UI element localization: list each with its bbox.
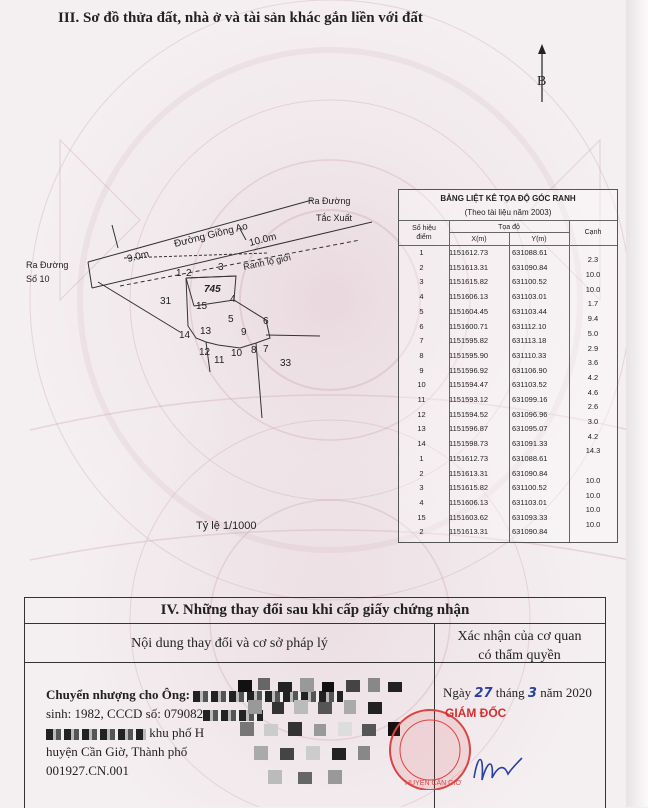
vertex-12: 12: [199, 347, 211, 358]
coord-cell-pt: 13: [417, 424, 426, 434]
coord-cell-pt: 11: [417, 395, 426, 404]
coord-cell-x: 1151600.71: [449, 321, 489, 331]
coord-cell-x: 1151603.62: [449, 512, 489, 522]
coord-cell-y: 631099.16: [512, 395, 548, 404]
coord-cell-y: 631096.96: [512, 409, 548, 419]
edge-length: 5.0: [587, 328, 599, 338]
edge-length: 9.4: [587, 314, 599, 324]
coord-cell-x: 1151613.31: [449, 468, 489, 478]
edge-length: 1.7: [587, 299, 599, 309]
coord-cell-pt: 4: [419, 497, 424, 507]
page-edge: [626, 0, 648, 807]
coord-cell-pt: 10: [417, 380, 426, 390]
vertex-13: 13: [200, 326, 212, 337]
header-edge: Cạnh: [584, 229, 602, 236]
coord-cell-y: 631088.61: [512, 248, 548, 257]
svg-text:HUYỆN CẦN GIỜ: HUYỆN CẦN GIỜ: [405, 780, 462, 787]
coord-cell-pt: 1: [419, 453, 424, 463]
coord-cell-y: 631100.52: [512, 483, 547, 493]
vertex-10: 10: [231, 348, 243, 359]
coord-cell-pt: 5: [419, 306, 424, 316]
coord-cell-x: 1151612.73: [449, 453, 489, 463]
edge-length: 4.6: [587, 387, 599, 397]
coord-cell-y: 631093.33: [512, 512, 548, 522]
authority-header-line-2: có thẩm quyền: [478, 648, 561, 663]
vertex-2: 2: [186, 268, 192, 279]
redacted-address: [46, 729, 146, 740]
coord-cell-x: 1151594.47: [449, 380, 489, 390]
boundary-label: Ranh lộ giới: [242, 252, 292, 272]
coord-cell-y: 631103.52: [512, 380, 547, 390]
header-point-2: điểm: [416, 234, 432, 241]
signature: [468, 748, 528, 788]
edge-length: 10.0: [585, 270, 601, 280]
coord-cell-pt: 4: [419, 292, 424, 302]
coord-cell-x: 1151595.82: [449, 336, 489, 346]
approval-day: 27: [474, 686, 493, 701]
coord-cell-x: 1151612.73: [449, 248, 489, 257]
edge-length: 3.6: [587, 358, 599, 368]
coord-cell-y: 631090.84: [512, 262, 548, 272]
coord-cell-y: 631090.84: [512, 527, 548, 537]
coord-cell-x: 1151596.87: [449, 424, 489, 434]
coordinate-table-title: BẢNG LIỆT KÊ TỌA ĐỘ GÓC RANH: [440, 194, 576, 203]
coord-cell-x: 1151596.92: [449, 365, 489, 375]
vertex-6: 6: [263, 316, 269, 327]
approval-date: Ngày 27 tháng 3 năm 2020: [443, 685, 592, 701]
coord-cell-x: 1151615.82: [449, 277, 489, 287]
vertex-3: 3: [218, 262, 224, 273]
coord-cell-x: 1151606.13: [449, 292, 489, 302]
header-point-1: Số hiệu: [412, 225, 436, 232]
coord-cell-pt: 7: [419, 336, 424, 346]
vertex-9: 9: [241, 327, 247, 338]
edge-length: 2.3: [587, 255, 599, 265]
parcel-number: 745: [204, 284, 221, 295]
header-y: Y(m): [531, 236, 547, 243]
edge-length: 10.0: [585, 490, 601, 500]
coord-cell-pt: 8: [419, 350, 424, 360]
coord-cell-x: 1151593.12: [449, 395, 489, 404]
coord-cell-x: 1151604.45: [449, 306, 489, 316]
header-coordinates: Tọa độ: [498, 224, 520, 231]
change-content-header: Nội dung thay đổi và cơ sở pháp lý: [131, 636, 328, 651]
coord-cell-x: 1151613.31: [449, 262, 489, 272]
vertex-15: 15: [196, 301, 208, 312]
parcel-diagram: [0, 180, 400, 440]
neighbor-parcel-33: 33: [280, 358, 292, 369]
coord-cell-x: 1151595.90: [449, 350, 489, 360]
edge-length: 10.0: [585, 284, 601, 294]
scale-label: Tỷ lệ 1/1000: [196, 520, 257, 532]
edge-length: 4.2: [587, 431, 599, 441]
coordinate-table: [398, 189, 618, 543]
neighbor-parcel-31: 31: [160, 296, 172, 307]
coord-cell-y: 631090.84: [512, 468, 548, 478]
coord-cell-pt: 1: [419, 248, 424, 257]
authority-header-line-1: Xác nhận của cơ quan: [457, 629, 582, 644]
authority-confirmation-header: [434, 627, 605, 665]
edge-length: 10.0: [585, 505, 601, 515]
coord-cell-y: 631106.90: [512, 365, 547, 375]
road-width-left: 9.0m: [126, 248, 151, 265]
coordinate-table-subtitle: (Theo tài liệu năm 2003): [464, 208, 552, 217]
coord-cell-pt: 6: [419, 321, 424, 331]
edge-length: 3.0: [587, 417, 599, 427]
coord-cell-pt: 2: [419, 468, 424, 478]
section-3-heading: III. Sơ đồ thửa đất, nhà ở và tài sản khác gắn liền với đất: [58, 10, 423, 26]
coord-cell-y: 631095.07: [512, 424, 548, 434]
address-line: khu phố H: [149, 725, 205, 740]
edge-length: 2.9: [587, 343, 599, 353]
coord-cell-y: 631088.61: [512, 453, 548, 463]
vertex-5: 5: [228, 314, 234, 325]
coord-cell-pt: 9: [419, 365, 424, 375]
coord-cell-pt: 3: [419, 277, 424, 287]
coord-cell-x: 1151598.73: [449, 439, 489, 449]
coord-cell-x: 1151594.52: [449, 409, 489, 419]
coord-cell-y: 631110.33: [512, 350, 547, 360]
coord-cell-x: 1151615.82: [449, 483, 489, 493]
vertex-14: 14: [179, 330, 191, 341]
coord-cell-pt: 14: [417, 439, 426, 449]
section-4-heading: IV. Những thay đổi sau khi cấp giấy chứng nhận: [160, 602, 470, 618]
road-exit-top-label-2: Tắc Xuất: [316, 213, 353, 223]
road-exit-left-label-1: Ra Đường: [26, 260, 69, 270]
edge-length: 10.0: [585, 519, 601, 529]
coord-cell-pt: 15: [417, 512, 426, 522]
coord-cell-pt: 12: [417, 409, 426, 419]
road-exit-left-label-2: Số 10: [26, 274, 50, 284]
edge-length: 14.3: [585, 446, 601, 456]
edge-length: 2.6: [587, 402, 599, 412]
edge-length: 10.0: [585, 475, 601, 485]
approval-month: 3: [527, 686, 537, 701]
coord-cell-y: 631113.18: [512, 336, 547, 346]
coord-cell-y: 631103.01: [512, 497, 547, 507]
north-label: B: [537, 74, 547, 89]
coord-cell-y: 631112.10: [512, 321, 547, 331]
coord-cell-pt: 2: [419, 262, 424, 272]
vertex-8: 8: [251, 345, 257, 356]
official-seal: [385, 690, 475, 790]
road-width-right: 10.0m: [248, 231, 278, 249]
vertex-4: 4: [230, 294, 236, 305]
coord-cell-x: 1151606.13: [449, 497, 489, 507]
coord-cell-pt: 3: [419, 483, 424, 493]
transfer-line: Chuyển nhượng cho Ông:: [46, 687, 190, 702]
certificate-number: 001927.CN.001: [46, 763, 130, 778]
birth-id-line: sinh: 1982, CCCD số: 079082: [46, 706, 204, 721]
road-name-label: Đường Giồng Ao: [173, 220, 250, 250]
coord-cell-x: 1151613.31: [449, 527, 489, 537]
vertex-7: 7: [263, 344, 269, 355]
coord-cell-y: 631103.44: [512, 306, 547, 316]
signer-role: GIÁM ĐỐC: [445, 706, 507, 720]
district-line: huyện Cần Giờ, Thành phố: [46, 744, 188, 759]
vertex-1: 1: [176, 268, 182, 279]
coord-cell-y: 631091.33: [512, 439, 548, 449]
edge-length: 4.2: [587, 372, 599, 382]
coord-cell-y: 631103.01: [512, 292, 547, 302]
vertex-11: 11: [214, 355, 225, 366]
coord-cell-y: 631100.52: [512, 277, 547, 287]
coord-cell-pt: 2: [419, 527, 424, 537]
header-x: X(m): [471, 236, 487, 243]
road-exit-top-label-1: Ra Đường: [308, 196, 351, 206]
